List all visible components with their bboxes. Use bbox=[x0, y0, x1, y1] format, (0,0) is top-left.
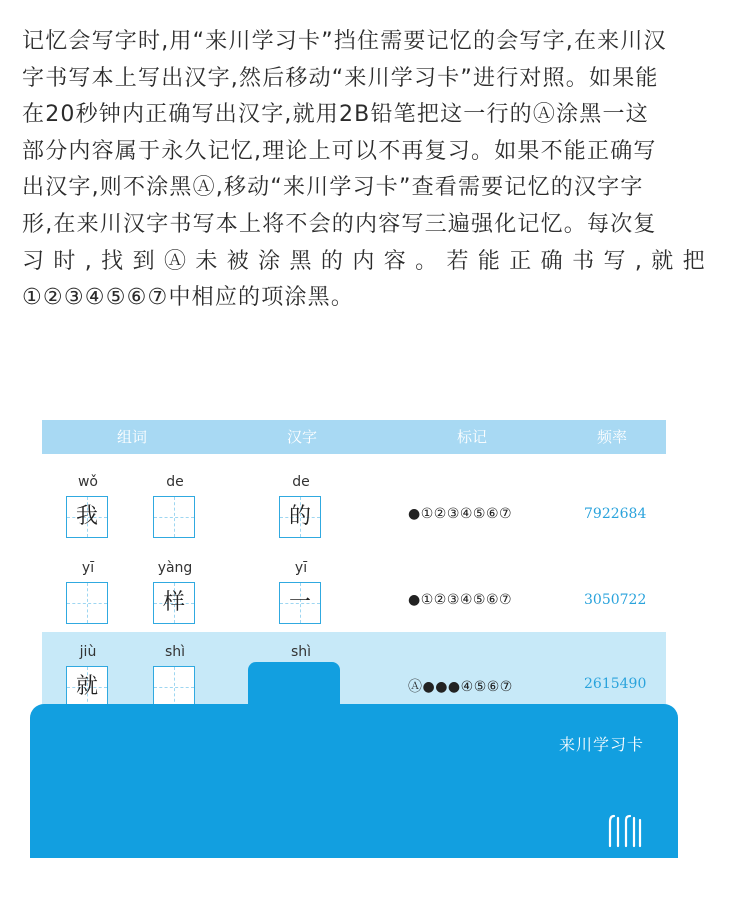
pinyin-label: de bbox=[166, 474, 184, 490]
pinyin-label: yàng bbox=[157, 560, 193, 576]
frequency-value: 7922684 bbox=[584, 506, 647, 522]
mark-circles[interactable]: ●①②③④⑤⑥⑦ bbox=[408, 592, 513, 608]
char-text: 我 bbox=[75, 504, 98, 529]
paragraph-line: 部分内容属于永久记忆,理论上可以不再复习。如果不能正确写 bbox=[22, 138, 657, 164]
pinyin-label: de bbox=[292, 474, 310, 490]
frequency-value: 3050722 bbox=[584, 592, 647, 608]
table-row bbox=[42, 632, 666, 712]
paragraph-line: ①②③④⑤⑥⑦中相应的项涂黑。 bbox=[22, 285, 355, 311]
study-card[interactable] bbox=[30, 704, 678, 858]
header-hanzi: 汉字 bbox=[286, 428, 317, 446]
word-cell bbox=[66, 472, 110, 538]
paragraph-line: 在20秒钟内正确写出汉字,就用2B铅笔把这一行的Ⓐ涂黑一这 bbox=[22, 102, 649, 128]
instruction-paragraph bbox=[22, 24, 710, 317]
char-text: 的 bbox=[288, 504, 311, 529]
pinyin-label: yī bbox=[294, 560, 308, 576]
paragraph-line: 字书写本上写出汉字,然后移动“来川学习卡”进行对照。如果能 bbox=[22, 65, 659, 91]
char-box bbox=[153, 582, 195, 624]
word-cell bbox=[66, 558, 110, 624]
hanzi-cell bbox=[279, 642, 323, 662]
paragraph-line: 记忆会写字时,用“来川学习卡”挡住需要记忆的会写字,在来川汉 bbox=[22, 29, 667, 54]
header-marks: 标记 bbox=[456, 428, 487, 446]
paragraph-line: 形,在来川汉字书写本上将不会的内容写三遍强化记忆。每次复 bbox=[22, 211, 657, 237]
char-box bbox=[66, 582, 108, 624]
paragraph-line: 出汉字,则不涂黑Ⓐ,移动“来川学习卡”查看需要记忆的汉字字 bbox=[22, 175, 644, 201]
char-box bbox=[153, 666, 195, 708]
table-row bbox=[42, 552, 666, 632]
char-box bbox=[279, 496, 321, 538]
pinyin-label: jiù bbox=[79, 644, 97, 660]
pinyin-label: wǒ bbox=[77, 474, 98, 490]
char-text: 样 bbox=[162, 590, 185, 615]
hanzi-cell bbox=[279, 558, 323, 624]
pinyin-label: shì bbox=[290, 644, 312, 660]
pinyin-label: yī bbox=[81, 560, 95, 576]
word-cell bbox=[66, 642, 110, 708]
pinyin-label: shì bbox=[164, 644, 186, 660]
study-card-title: 来川学习卡 bbox=[558, 735, 644, 754]
char-text: 一 bbox=[288, 590, 311, 615]
mark-circles[interactable]: Ⓐ●●●④⑤⑥⑦ bbox=[408, 679, 513, 695]
header-freq: 频率 bbox=[596, 428, 627, 446]
paragraph-line: 习 时 , 找 到 Ⓐ 未 被 涂 黑 的 内 容 。 若 能 正 确 书 写 , 就 把 bbox=[22, 248, 706, 274]
char-box bbox=[66, 666, 108, 708]
header-words: 组词 bbox=[116, 428, 147, 446]
laichuan-logo-icon bbox=[606, 812, 644, 850]
frequency-value: 2615490 bbox=[584, 676, 647, 692]
char-box bbox=[153, 496, 195, 538]
char-box bbox=[279, 582, 321, 624]
table-row bbox=[42, 468, 666, 548]
char-box bbox=[66, 496, 108, 538]
word-cell bbox=[153, 558, 197, 624]
mark-circles[interactable]: ●①②③④⑤⑥⑦ bbox=[408, 506, 513, 522]
word-cell bbox=[153, 472, 197, 538]
char-text: 就 bbox=[75, 674, 98, 699]
word-cell bbox=[153, 642, 197, 708]
table-header bbox=[42, 420, 666, 454]
hanzi-cell bbox=[279, 472, 323, 538]
